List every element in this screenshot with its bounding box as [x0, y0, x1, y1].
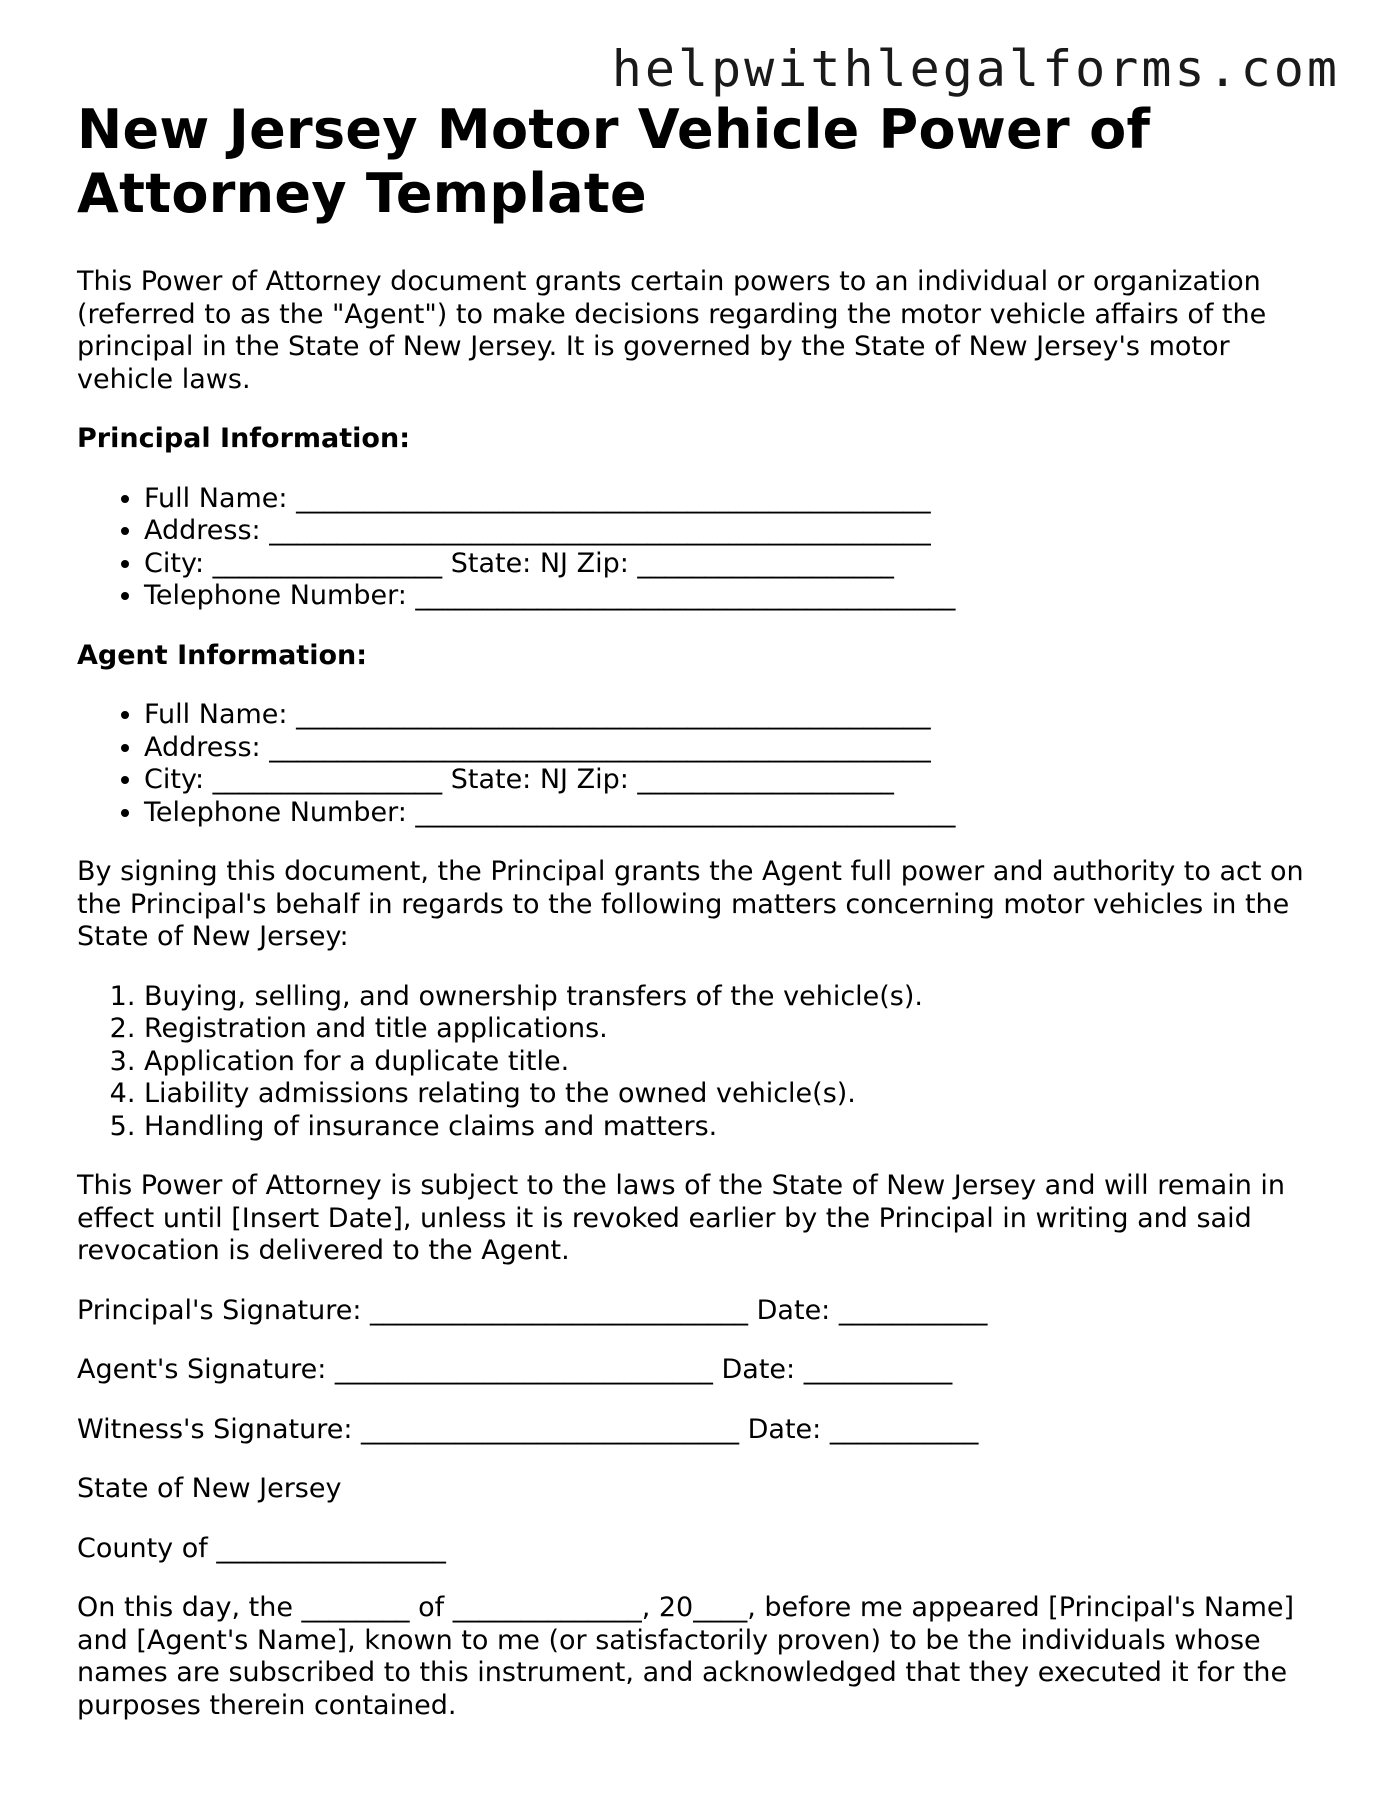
principal-city-state-zip-field: • City: _________________ State: NJ Zip: ___________________ [144, 548, 1327, 581]
grant-paragraph: By signing this document, the Principal grants the Agent full power and authority to act on the Principal's behalf in regards to the following matters concerning motor vehicles in the State of New Jersey: [77, 856, 1304, 952]
document-title: New Jersey Motor Vehicle Power of Attorney Template [77, 98, 1151, 225]
principal-info-list [77, 483, 1327, 613]
power-item: 3. Application for a duplicate title. [144, 1046, 1327, 1079]
document-page [77, 98, 1327, 1722]
power-item: 5. Handling of insurance claims and matters. [144, 1111, 1327, 1144]
principal-signature-line: Principal's Signature: ____________________________ Date: ___________ [77, 1294, 988, 1326]
agent-address-field: • Address: _________________________________________________ [144, 732, 1327, 765]
duration-paragraph: This Power of Attorney is subject to the laws of the State of New Jersey and will remain in effect until [Insert Date], unless it is revoked earlier by the Principal in writing and said revocation is delivered to the Agent. [77, 1170, 1285, 1266]
notary-state: State of New Jersey [77, 1473, 342, 1504]
intro-paragraph: This Power of Attorney document grants certain powers to an individual or organization (referred to as the "Agent") to make decisions regarding the motor vehicle affairs of the principal in the State of New Jersey. It is governed by the State of New Jersey's motor vehicle laws. [77, 266, 1267, 395]
agent-city-state-zip-field: • City: _________________ State: NJ Zip: ___________________ [144, 764, 1327, 797]
notary-county: County of _________________ [77, 1532, 446, 1564]
principal-full-name-field: • Full Name: _______________________________________________ [144, 483, 1327, 516]
notary-acknowledgment: On this day, the ________ of ______________, 20____, before me appeared [Principal's Name] and [Agent's Name], known to me (or satisfactorily proven) to be the individuals whose names are subscribed to this instrument, and acknowledged that they executed it for the purposes therein contained. [77, 1592, 1295, 1721]
principal-telephone-field: • Telephone Number: ________________________________________ [144, 580, 1327, 613]
site-watermark: helpwithlegalforms.com [611, 40, 1340, 98]
power-item: 2. Registration and title applications. [144, 1013, 1327, 1046]
powers-list [77, 981, 1327, 1144]
agent-full-name-field: • Full Name: _______________________________________________ [144, 699, 1327, 732]
agent-telephone-field: • Telephone Number: ________________________________________ [144, 797, 1327, 830]
power-item: 1. Buying, selling, and ownership transfers of the vehicle(s). [144, 981, 1327, 1014]
principal-info-heading: Principal Information: [77, 423, 411, 454]
agent-signature-line: Agent's Signature: ____________________________ Date: ___________ [77, 1354, 953, 1385]
power-item: 4. Liability admissions relating to the owned vehicle(s). [144, 1078, 1327, 1111]
principal-address-field: • Address: _________________________________________________ [144, 515, 1327, 548]
agent-info-heading: Agent Information: [77, 639, 368, 671]
witness-signature-line: Witness's Signature: ____________________________ Date: ___________ [77, 1413, 979, 1445]
agent-info-list [77, 699, 1327, 829]
